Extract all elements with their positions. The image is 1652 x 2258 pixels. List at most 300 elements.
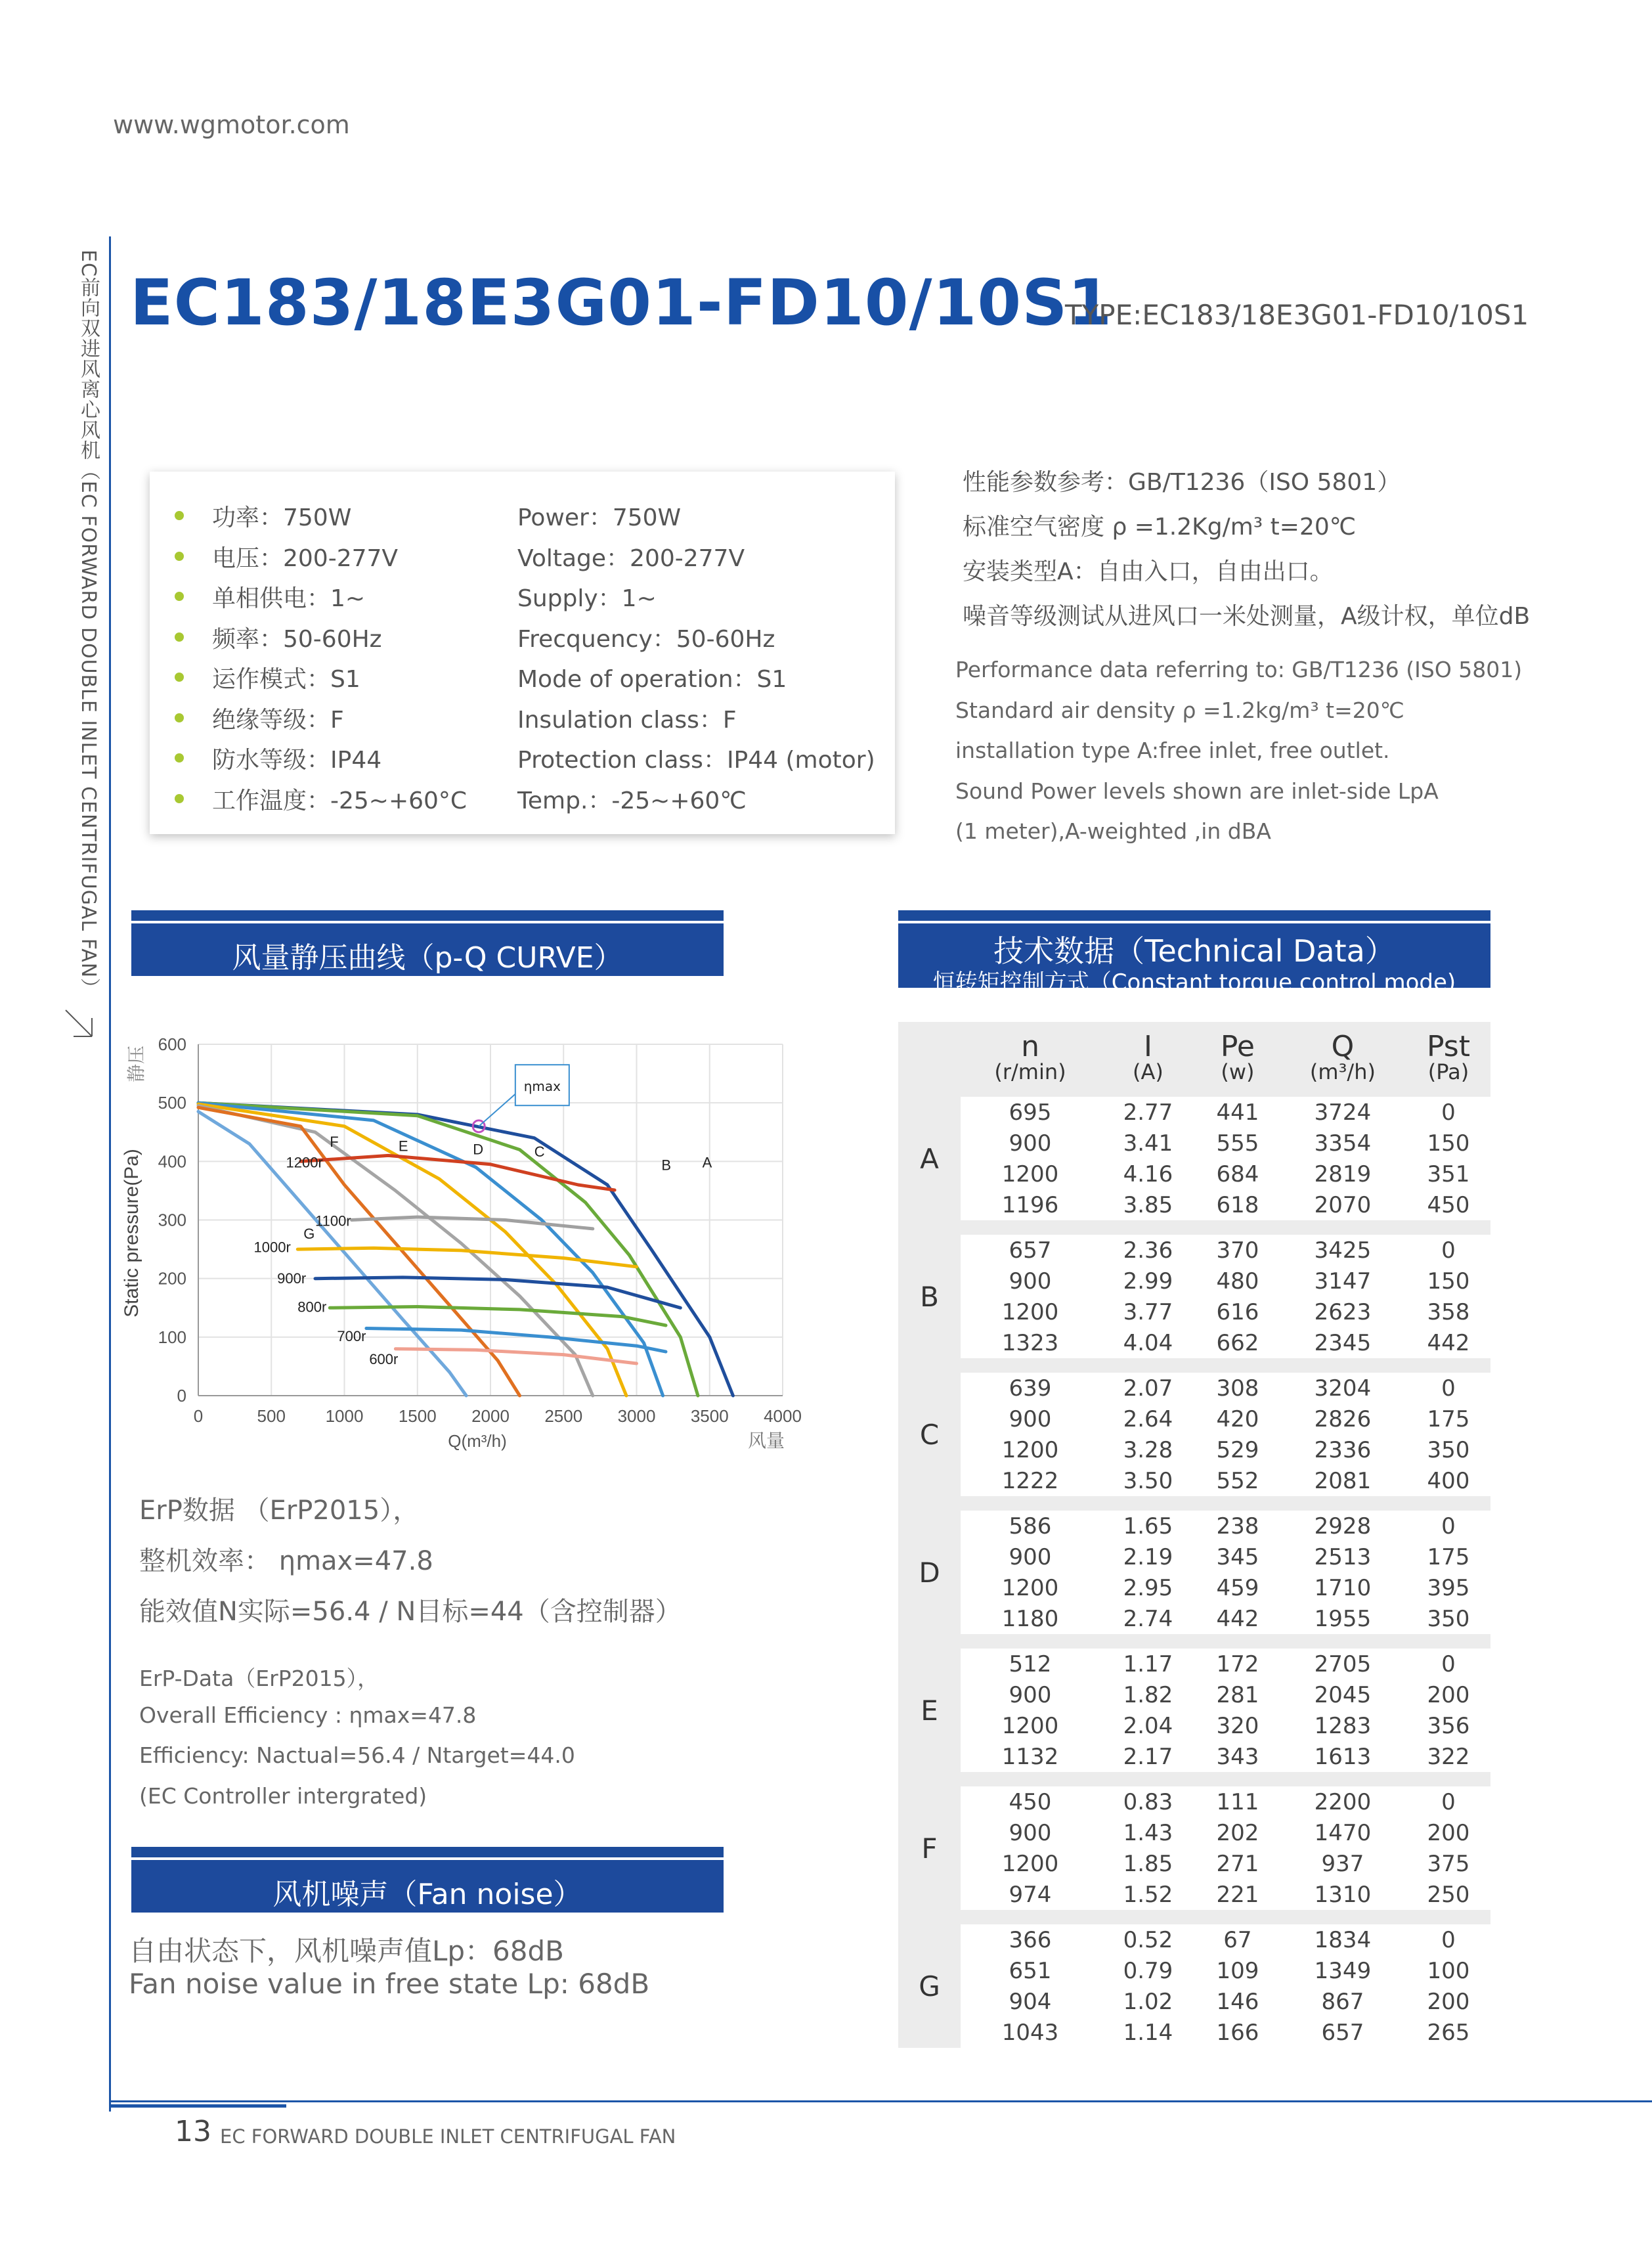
noise-section-header xyxy=(131,1847,724,1913)
group-separator xyxy=(898,1634,1490,1649)
spec-label-en: Mode of operation：S1 xyxy=(517,666,787,693)
table-cell: 265 xyxy=(1427,2019,1470,2046)
table-cell: 1222 xyxy=(1001,1467,1059,1494)
table-cell: 3425 xyxy=(1314,1237,1372,1264)
table-cell: 937 xyxy=(1321,1850,1364,1877)
table-cell: 351 xyxy=(1427,1161,1470,1187)
table-cell: 356 xyxy=(1427,1712,1470,1739)
x-tick-label: 1000 xyxy=(325,1406,364,1426)
table-cell: 350 xyxy=(1427,1605,1470,1632)
reference-zh-line: 安装类型A：自由入口，自由出口。 xyxy=(963,558,1334,585)
table-cell: 2.74 xyxy=(1123,1605,1173,1632)
table-cell: 0 xyxy=(1441,1099,1456,1126)
table-cell: 2.04 xyxy=(1123,1712,1173,1739)
table-cell: 441 xyxy=(1216,1099,1259,1126)
table-row xyxy=(898,1266,1490,1296)
spec-label-en: Protection class：IP44 (motor) xyxy=(517,747,875,774)
column-header xyxy=(1406,1022,1490,1097)
table-cell: 1200 xyxy=(1001,1161,1059,1187)
table-cell: 442 xyxy=(1427,1329,1470,1356)
table-cell: 900 xyxy=(1009,1406,1052,1432)
table-corner xyxy=(898,1022,961,1097)
footer-line xyxy=(109,2100,1652,2102)
spec-label-zh: 运作模式：S1 xyxy=(212,666,360,693)
table-cell: 366 xyxy=(1009,1926,1052,1953)
table-cell: 900 xyxy=(1009,1543,1052,1570)
bullet-icon xyxy=(175,794,184,803)
table-cell: 200 xyxy=(1427,1819,1470,1846)
table-cell: 904 xyxy=(1009,1988,1052,2015)
table-cell: 1200 xyxy=(1001,1436,1059,1463)
reference-zh-line: 性能参数参考：GB/T1236（ISO 5801） xyxy=(963,469,1401,496)
table-cell: 0.52 xyxy=(1123,1926,1173,1953)
series-label: B xyxy=(661,1157,672,1174)
table-cell: 616 xyxy=(1216,1298,1259,1325)
table-cell: 4.16 xyxy=(1123,1161,1173,1187)
table-cell: 618 xyxy=(1216,1191,1259,1218)
spec-label-zh: 防水等级：IP44 xyxy=(212,747,382,774)
table-cell: 1283 xyxy=(1314,1712,1372,1739)
series-label: 900r xyxy=(277,1270,307,1287)
column-header-unit: (w) xyxy=(1221,1059,1255,1084)
series-label: C xyxy=(534,1143,545,1161)
table-cell: 867 xyxy=(1321,1988,1364,2015)
table-cell: 2826 xyxy=(1314,1406,1372,1432)
spec-label-en: Voltage：200-277V xyxy=(517,544,745,572)
page-number: 13 xyxy=(175,2115,211,2148)
table-cell: 322 xyxy=(1427,1743,1470,1770)
table-cell: 3724 xyxy=(1314,1099,1372,1126)
table-cell: 0 xyxy=(1441,1237,1456,1264)
erp-en-line: ErP-Data（ErP2015）， xyxy=(139,1666,380,1691)
table-cell: 1834 xyxy=(1314,1926,1372,1953)
table-cell: 1132 xyxy=(1001,1743,1059,1770)
table-row xyxy=(898,1924,1490,1955)
table-cell: 200 xyxy=(1427,1681,1470,1708)
table-cell: 450 xyxy=(1009,1788,1052,1815)
table-cell: 1710 xyxy=(1314,1574,1372,1601)
series-label: 800r xyxy=(297,1298,327,1316)
table-cell: 900 xyxy=(1009,1130,1052,1157)
group-label: D xyxy=(898,1511,961,1634)
table-cell: 281 xyxy=(1216,1681,1259,1708)
spec-row xyxy=(150,540,895,581)
curve-section-header xyxy=(131,910,724,976)
reference-zh-line: 标准空气密度 ρ =1.2Kg/m³ t=20℃ xyxy=(963,514,1357,541)
spec-label-zh: 工作温度：-25~+60°C xyxy=(212,787,467,814)
table-cell: 2200 xyxy=(1314,1788,1372,1815)
spec-label-zh: 功率：750W xyxy=(212,504,352,531)
column-header xyxy=(1196,1022,1279,1097)
spec-label-zh: 单相供电：1~ xyxy=(212,585,366,612)
table-row xyxy=(898,1986,1490,2017)
table-cell: 1200 xyxy=(1001,1298,1059,1325)
table-cell: 2.95 xyxy=(1123,1574,1173,1601)
spec-row xyxy=(150,580,895,621)
column-header xyxy=(1279,1022,1406,1097)
noise-section-title: 风机噪声（Fan noise） xyxy=(272,1878,582,1911)
table-cell: 370 xyxy=(1216,1237,1259,1264)
group-label: G xyxy=(898,1924,961,2048)
column-header-symbol: Pst xyxy=(1427,1030,1470,1063)
table-cell: 2045 xyxy=(1314,1681,1372,1708)
spec-row xyxy=(150,742,895,782)
table-row xyxy=(898,1235,1490,1266)
table-cell: 2.64 xyxy=(1123,1406,1173,1432)
table-row xyxy=(898,1128,1490,1159)
table-cell: 420 xyxy=(1216,1406,1259,1432)
table-row xyxy=(898,1649,1490,1679)
table-row xyxy=(898,1373,1490,1404)
table-cell: 200 xyxy=(1427,1988,1470,2015)
table-cell: 0.83 xyxy=(1123,1788,1173,1815)
bullet-icon xyxy=(175,673,184,682)
table-cell: 974 xyxy=(1009,1881,1052,1908)
column-header-unit: (Pa) xyxy=(1427,1059,1469,1084)
bullet-icon xyxy=(175,753,184,763)
table-cell: 175 xyxy=(1427,1543,1470,1570)
erp-zh-line: ErP数据 （ErP2015）， xyxy=(139,1495,420,1526)
table-row xyxy=(898,1817,1490,1848)
table-row xyxy=(898,1511,1490,1541)
table-cell: 2345 xyxy=(1314,1329,1372,1356)
x-tick-label: 3000 xyxy=(617,1406,656,1426)
table-cell: 651 xyxy=(1009,1957,1052,1984)
table-cell: 900 xyxy=(1009,1268,1052,1295)
table-cell: 1.17 xyxy=(1123,1650,1173,1677)
table-cell: 175 xyxy=(1427,1406,1470,1432)
table-cell: 3147 xyxy=(1314,1268,1372,1295)
left-divider xyxy=(109,236,111,2112)
table-cell: 250 xyxy=(1427,1881,1470,1908)
table-cell: 900 xyxy=(1009,1819,1052,1846)
table-cell: 1.43 xyxy=(1123,1819,1173,1846)
table-cell: 1.02 xyxy=(1123,1988,1173,2015)
table-row xyxy=(898,1710,1490,1741)
table-cell: 150 xyxy=(1427,1268,1470,1295)
group-separator xyxy=(898,1496,1490,1511)
column-header-unit: (A) xyxy=(1133,1059,1163,1084)
table-cell: 2705 xyxy=(1314,1650,1372,1677)
table-cell: 1613 xyxy=(1314,1743,1372,1770)
product-type: TYPE:EC183/18E3G01-FD10/10S1 xyxy=(1065,299,1529,331)
column-header-symbol: Q xyxy=(1331,1030,1355,1063)
bullet-icon xyxy=(175,632,184,642)
reference-en-line: Performance data referring to: GB/T1236 (ISO 5801) xyxy=(955,657,1523,682)
reference-zh-line: 噪音等级测试从进风口一米处测量，A级计权，单位dB xyxy=(963,603,1531,630)
table-cell: 1200 xyxy=(1001,1850,1059,1877)
table-cell: 345 xyxy=(1216,1543,1259,1570)
website-url: www.wgmotor.com xyxy=(113,110,350,139)
series-label: F xyxy=(330,1134,339,1151)
series-label: D xyxy=(473,1141,484,1158)
reference-en-line: Standard air density ρ =1.2kg/m³ t=20℃ xyxy=(955,697,1404,723)
table-cell: 395 xyxy=(1427,1574,1470,1601)
table-cell: 150 xyxy=(1427,1130,1470,1157)
x-tick-label: 500 xyxy=(257,1406,286,1426)
series-label: 600r xyxy=(369,1350,399,1367)
table-row xyxy=(898,1327,1490,1358)
table-cell: 1.52 xyxy=(1123,1881,1173,1908)
spec-label-en: Insulation class：F xyxy=(517,706,737,734)
arrow-icon xyxy=(59,1004,98,1043)
spec-row xyxy=(150,621,895,661)
series-line-g xyxy=(198,1112,466,1396)
x-tick-label: 2500 xyxy=(544,1406,583,1426)
table-cell: 1349 xyxy=(1314,1957,1372,1984)
table-cell: 1043 xyxy=(1001,2019,1059,2046)
table-row xyxy=(898,1541,1490,1572)
table-cell: 442 xyxy=(1216,1605,1259,1632)
tech-section-subtitle: 恒转矩控制方式（Constant torque control mode) xyxy=(932,969,1456,996)
erp-en-line: Overall Efficiency : ηmax=47.8 xyxy=(139,1702,477,1728)
table-cell: 2513 xyxy=(1314,1543,1372,1570)
table-cell: 1200 xyxy=(1001,1712,1059,1739)
table-cell: 695 xyxy=(1009,1099,1052,1126)
x-tick-label: 1500 xyxy=(398,1406,437,1426)
table-cell: 1323 xyxy=(1001,1329,1059,1356)
table-row xyxy=(898,1679,1490,1710)
table-cell: 450 xyxy=(1427,1191,1470,1218)
table-row xyxy=(898,1786,1490,1817)
table-cell: 0.79 xyxy=(1123,1957,1173,1984)
table-cell: 2.99 xyxy=(1123,1268,1173,1295)
side-category-label: EC前向双进风离心风机（EC FORWARD DOUBLE INLET CENTRIFUGAL FAN） xyxy=(77,250,100,999)
y-axis-label: Static pressure(Pa) xyxy=(121,1149,142,1317)
table-cell: 2.19 xyxy=(1123,1543,1173,1570)
table-cell: 552 xyxy=(1216,1467,1259,1494)
spec-label-en: Temp.：-25~+60℃ xyxy=(517,787,747,814)
table-row xyxy=(898,1955,1490,1986)
table-cell: 1955 xyxy=(1314,1605,1372,1632)
table-cell: 4.04 xyxy=(1123,1329,1173,1356)
table-cell: 400 xyxy=(1427,1467,1470,1494)
footer-text: EC FORWARD DOUBLE INLET CENTRIFUGAL FAN xyxy=(220,2125,676,2148)
column-header-symbol: Pe xyxy=(1220,1030,1255,1063)
x-axis-label: Q(m³/h) xyxy=(448,1431,507,1451)
table-row xyxy=(898,1572,1490,1603)
table-cell: 0 xyxy=(1441,1650,1456,1677)
table-cell: 3.41 xyxy=(1123,1130,1173,1157)
group-separator xyxy=(898,1220,1490,1235)
y-axis-label-zh: 静压 xyxy=(125,1045,147,1083)
table-cell: 1470 xyxy=(1314,1819,1372,1846)
table-cell: 1200 xyxy=(1001,1574,1059,1601)
bullet-icon xyxy=(175,713,184,722)
table-cell: 1.65 xyxy=(1123,1513,1173,1539)
table-row xyxy=(898,2017,1490,2048)
table-cell: 1.14 xyxy=(1123,2019,1173,2046)
table-cell: 67 xyxy=(1223,1926,1252,1953)
spec-label-en: Frecquency：50-60Hz xyxy=(517,625,775,653)
table-cell: 684 xyxy=(1216,1161,1259,1187)
spec-row xyxy=(150,661,895,701)
table-cell: 350 xyxy=(1427,1436,1470,1463)
x-tick-label: 4000 xyxy=(764,1406,802,1426)
column-header xyxy=(961,1022,1100,1097)
table-cell: 662 xyxy=(1216,1329,1259,1356)
bullet-icon xyxy=(175,511,184,520)
curve-section-title: 风量静压曲线（p-Q CURVE） xyxy=(232,941,623,975)
table-cell: 0 xyxy=(1441,1926,1456,1953)
table-cell: 3.50 xyxy=(1123,1467,1173,1494)
table-cell: 202 xyxy=(1216,1819,1259,1846)
series-label: 700r xyxy=(337,1328,366,1345)
table-cell: 529 xyxy=(1216,1436,1259,1463)
pq-curve-chart xyxy=(113,1015,812,1468)
table-cell: 1310 xyxy=(1314,1881,1372,1908)
table-cell: 1180 xyxy=(1001,1605,1059,1632)
erp-zh-line: 能效值N实际=56.4 / N目标=44（含控制器） xyxy=(139,1597,682,1627)
table-cell: 111 xyxy=(1216,1788,1259,1815)
table-row xyxy=(898,1465,1490,1496)
reference-en-line: (1 meter),A-weighted ,in dBA xyxy=(955,818,1271,844)
table-cell: 3.85 xyxy=(1123,1191,1173,1218)
noise-zh: 自由状态下，风机噪声值Lp：68dB xyxy=(129,1935,564,1967)
table-cell: 2.17 xyxy=(1123,1743,1173,1770)
table-cell: 639 xyxy=(1009,1375,1052,1402)
table-cell: 555 xyxy=(1216,1130,1259,1157)
spec-row xyxy=(150,499,895,540)
table-cell: 2.36 xyxy=(1123,1237,1173,1264)
series-label: E xyxy=(398,1138,408,1155)
table-cell: 3354 xyxy=(1314,1130,1372,1157)
table-cell: 0 xyxy=(1441,1788,1456,1815)
bullet-icon xyxy=(175,552,184,561)
table-cell: 3.77 xyxy=(1123,1298,1173,1325)
series-line-1100r xyxy=(352,1217,593,1229)
bullet-icon xyxy=(175,592,184,601)
table-cell: 459 xyxy=(1216,1574,1259,1601)
table-cell: 271 xyxy=(1216,1850,1259,1877)
table-row xyxy=(898,1097,1490,1128)
tech-section-title: 技术数据（Technical Data） xyxy=(993,933,1395,969)
reference-en-line: Sound Power levels shown are inlet-side LpA xyxy=(955,778,1439,804)
table-cell: 375 xyxy=(1427,1850,1470,1877)
group-separator xyxy=(898,1358,1490,1373)
x-tick-label: 3500 xyxy=(690,1406,729,1426)
table-cell: 480 xyxy=(1216,1268,1259,1295)
spec-label-zh: 电压：200-277V xyxy=(212,544,399,572)
reference-en-line: installation type A:free inlet, free outlet. xyxy=(955,738,1390,763)
spec-box xyxy=(150,472,895,834)
table-cell: 1.85 xyxy=(1123,1850,1173,1877)
eta-max-callout-line xyxy=(479,1094,515,1126)
group-label: C xyxy=(898,1373,961,1496)
group-label: F xyxy=(898,1786,961,1910)
table-cell: 1196 xyxy=(1001,1191,1059,1218)
table-cell: 2819 xyxy=(1314,1161,1372,1187)
y-tick-label: 600 xyxy=(158,1034,186,1054)
table-cell: 172 xyxy=(1216,1650,1259,1677)
tech-section-header xyxy=(898,910,1490,996)
table-row xyxy=(898,1603,1490,1634)
table-cell: 2336 xyxy=(1314,1436,1372,1463)
erp-en-line: Efficiency: Nactual=56.4 / Ntarget=44.0 xyxy=(139,1742,575,1768)
spec-label-en: Power：750W xyxy=(517,504,682,531)
spec-label-zh: 绝缘等级：F xyxy=(212,706,344,734)
table-cell: 166 xyxy=(1216,2019,1259,2046)
erp-zh-line: 整机效率： ηmax=47.8 xyxy=(139,1546,433,1576)
product-title: EC183/18E3G01-FD10/10S1 xyxy=(130,266,1113,340)
y-tick-label: 400 xyxy=(158,1151,186,1172)
technical-data-table xyxy=(898,1022,1490,2048)
y-tick-label: 100 xyxy=(158,1327,186,1347)
y-tick-label: 200 xyxy=(158,1268,186,1289)
series-label: 1100r xyxy=(315,1212,351,1229)
group-separator xyxy=(898,1772,1490,1786)
table-cell: 238 xyxy=(1216,1513,1259,1539)
noise-en: Fan noise value in free state Lp: 68dB xyxy=(129,1968,650,2000)
x-tick-label: 0 xyxy=(193,1406,204,1426)
spec-row xyxy=(150,782,895,823)
table-cell: 0 xyxy=(1441,1513,1456,1539)
column-header-symbol: I xyxy=(1143,1030,1152,1063)
table-cell: 1.82 xyxy=(1123,1681,1173,1708)
table-cell: 146 xyxy=(1216,1988,1259,2015)
series-label: A xyxy=(702,1154,712,1171)
spec-label-en: Supply：1~ xyxy=(517,585,657,612)
table-cell: 3.28 xyxy=(1123,1436,1173,1463)
column-header-symbol: n xyxy=(1021,1030,1039,1063)
table-cell: 2.07 xyxy=(1123,1375,1173,1402)
table-cell: 657 xyxy=(1321,2019,1364,2046)
table-cell: 2.77 xyxy=(1123,1099,1173,1126)
table-cell: 308 xyxy=(1216,1375,1259,1402)
table-cell: 358 xyxy=(1427,1298,1470,1325)
table-cell: 586 xyxy=(1009,1513,1052,1539)
series-line-800r xyxy=(330,1307,666,1326)
group-label: E xyxy=(898,1649,961,1772)
table-cell: 320 xyxy=(1216,1712,1259,1739)
eta-max-label: ηmax xyxy=(523,1078,561,1095)
table-row xyxy=(898,1879,1490,1910)
table-cell: 343 xyxy=(1216,1743,1259,1770)
table-row xyxy=(898,1189,1490,1220)
y-tick-label: 0 xyxy=(177,1386,186,1406)
table-cell: 512 xyxy=(1009,1650,1052,1677)
table-cell: 657 xyxy=(1009,1237,1052,1264)
series-label: 1000r xyxy=(253,1239,291,1256)
column-header xyxy=(1100,1022,1196,1097)
erp-en-line: (EC Controller intergrated) xyxy=(139,1782,427,1809)
table-row xyxy=(898,1404,1490,1434)
table-cell: 100 xyxy=(1427,1957,1470,1984)
table-cell: 221 xyxy=(1216,1881,1259,1908)
table-cell: 2081 xyxy=(1314,1467,1372,1494)
group-label: A xyxy=(898,1097,961,1220)
table-row xyxy=(898,1434,1490,1465)
table-cell: 2070 xyxy=(1314,1191,1372,1218)
table-cell: 2623 xyxy=(1314,1298,1372,1325)
table-cell: 900 xyxy=(1009,1681,1052,1708)
column-header-unit: (r/min) xyxy=(994,1059,1066,1084)
table-row xyxy=(898,1159,1490,1189)
table-row xyxy=(898,1741,1490,1772)
spec-row xyxy=(150,701,895,742)
y-tick-label: 300 xyxy=(158,1210,186,1230)
series-label: 1200r xyxy=(286,1154,323,1171)
table-cell: 3204 xyxy=(1314,1375,1372,1402)
table-row xyxy=(898,1296,1490,1327)
y-tick-label: 500 xyxy=(158,1093,186,1113)
group-separator xyxy=(898,1910,1490,1924)
table-cell: 0 xyxy=(1441,1375,1456,1402)
column-header-unit: (m³/h) xyxy=(1309,1059,1376,1084)
x-tick-label: 2000 xyxy=(471,1406,510,1426)
table-row xyxy=(898,1848,1490,1879)
table-cell: 2928 xyxy=(1314,1513,1372,1539)
